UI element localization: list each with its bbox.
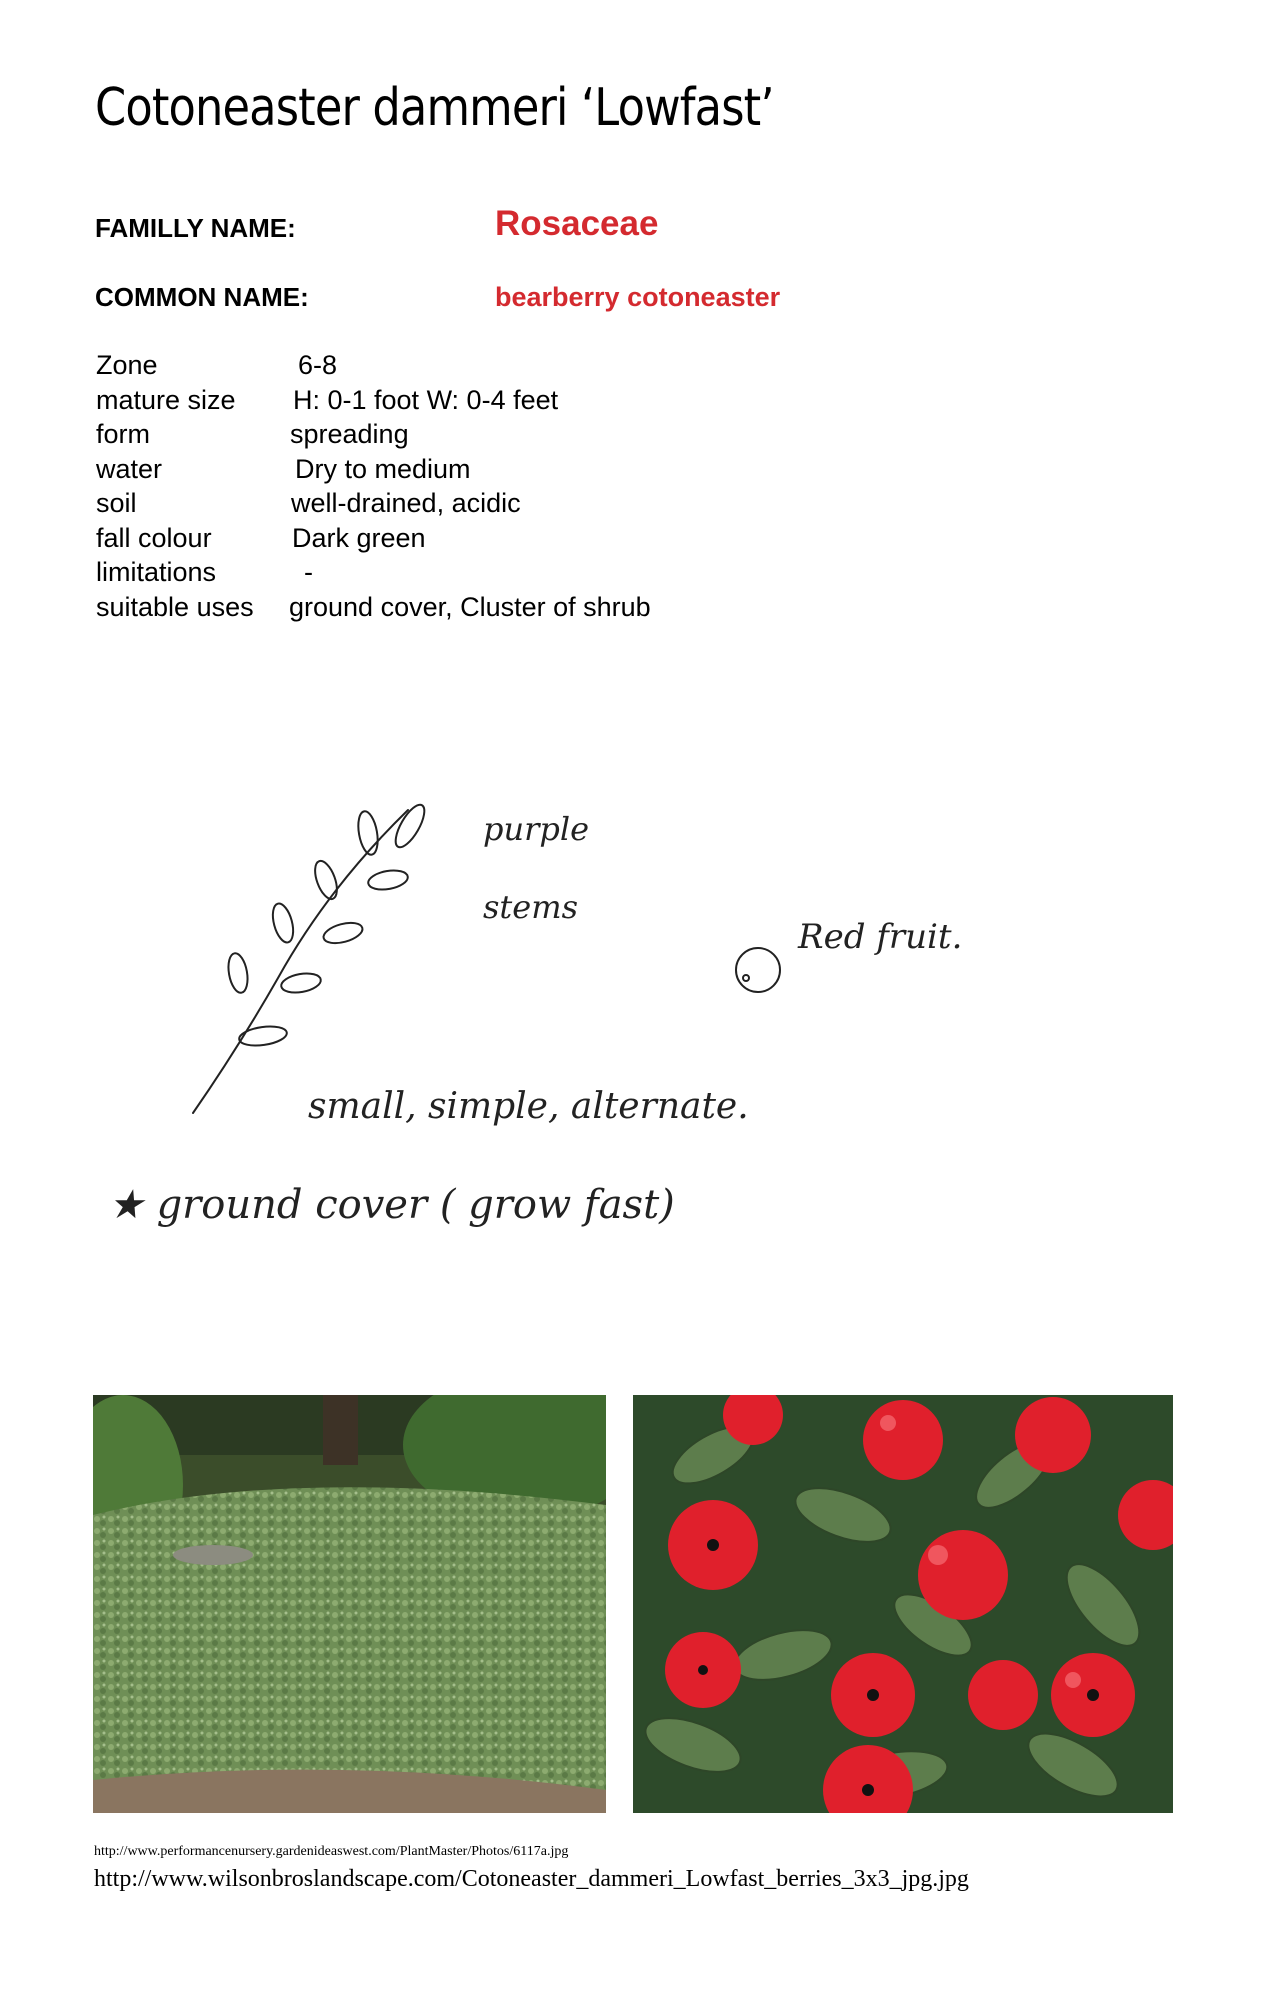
- sketch-note-stems-2: stems: [483, 888, 578, 926]
- property-key: suitable uses: [96, 591, 254, 622]
- property-value: spreading: [290, 419, 409, 449]
- common-name-value: bearberry cotoneaster: [495, 282, 781, 312]
- source-url-1[interactable]: http://www.performancenursery.gardenideaswest.com/PlantMaster/Photos/6117a.jpg: [94, 1844, 569, 1859]
- property-key: soil: [96, 488, 137, 518]
- family-name-label: FAMILLY NAME:: [95, 213, 296, 243]
- sketch-note-use: ★ ground cover ( grow fast): [108, 1182, 675, 1228]
- family-name-value: Rosaceae: [495, 204, 659, 243]
- property-key: fall colour: [96, 522, 212, 553]
- berries-photo: [633, 1395, 1173, 1813]
- property-value: 6-8: [298, 350, 338, 380]
- sketch-note-leaves: small, simple, alternate.: [308, 1086, 749, 1127]
- branch-sketch: [88, 748, 1173, 1300]
- source-url-2[interactable]: http://www.wilsonbroslandscape.com/Cotoneaster_dammeri_Lowfast_berries_3x3_jpg.jpg: [94, 1866, 969, 1892]
- sketch-image: [88, 748, 1173, 1300]
- property-key: water: [96, 453, 163, 484]
- ground-cover-photo: [93, 1395, 606, 1813]
- common-name-label: COMMON NAME:: [95, 282, 309, 312]
- sketch-note-fruit: Red fruit.: [798, 917, 963, 957]
- page-title: Cotoneaster dammeri ‘Lowfast’: [95, 78, 774, 138]
- property-key: limitations: [96, 557, 217, 587]
- property-value: Dark green: [292, 522, 426, 553]
- property-value: -: [304, 557, 313, 587]
- property-key: Zone: [96, 350, 158, 380]
- property-key: mature size: [96, 384, 236, 415]
- property-value: ground cover, Cluster of shrub: [289, 591, 651, 622]
- property-value: well-drained, acidic: [291, 488, 521, 518]
- property-value: H: 0-1 foot W: 0-4 feet: [293, 384, 559, 415]
- sketch-note-stems-1: purple: [483, 810, 590, 848]
- property-key: form: [96, 419, 150, 449]
- property-value: Dry to medium: [295, 453, 471, 484]
